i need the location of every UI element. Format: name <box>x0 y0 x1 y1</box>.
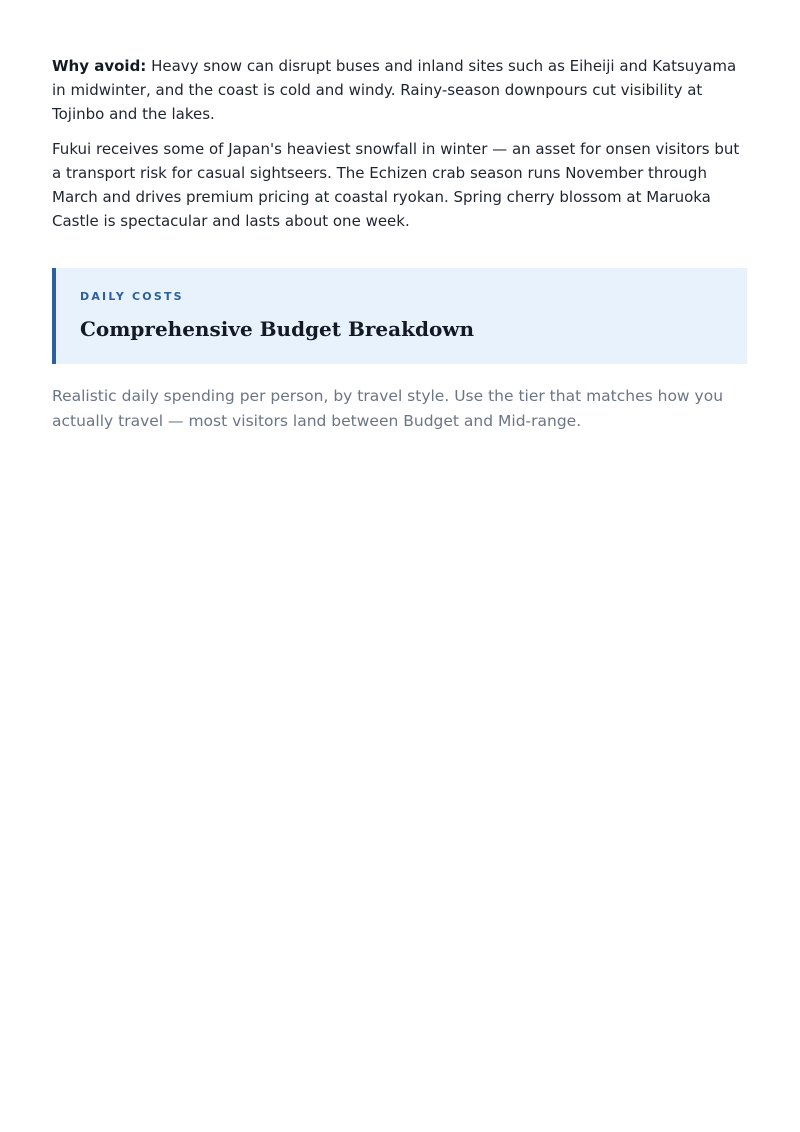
budget-intro-paragraph: Realistic daily spending per person, by travel style. Use the tier that matches how you actually travel — most visitors land between Budget and Mid-range. <box>52 387 724 430</box>
why-avoid-paragraph <box>52 54 747 126</box>
section-title: Comprehensive Budget Breakdown <box>80 317 475 341</box>
why-avoid-text: Heavy snow can disrupt buses and inland sites such as Eiheiji and Katsuyama in midwinter, and the coast is cold and windy. Rainy-season downpours cut visibility at Tojinbo and the lakes. <box>52 57 737 123</box>
article-content <box>52 54 747 434</box>
section-eyebrow: DAILY COSTS <box>80 290 184 303</box>
budget-section-header <box>52 268 747 364</box>
why-avoid-label: Why avoid: <box>52 57 147 75</box>
seasonal-detail-paragraph: Fukui receives some of Japan's heaviest snowfall in winter — an asset for onsen visitors but a transport risk for casual sightseers. The Echizen crab season runs November through March and drives premium pricing at coastal ryokan. Spring cherry blossom at Maruoka Castle is spectacular and lasts about one week. <box>52 140 740 230</box>
